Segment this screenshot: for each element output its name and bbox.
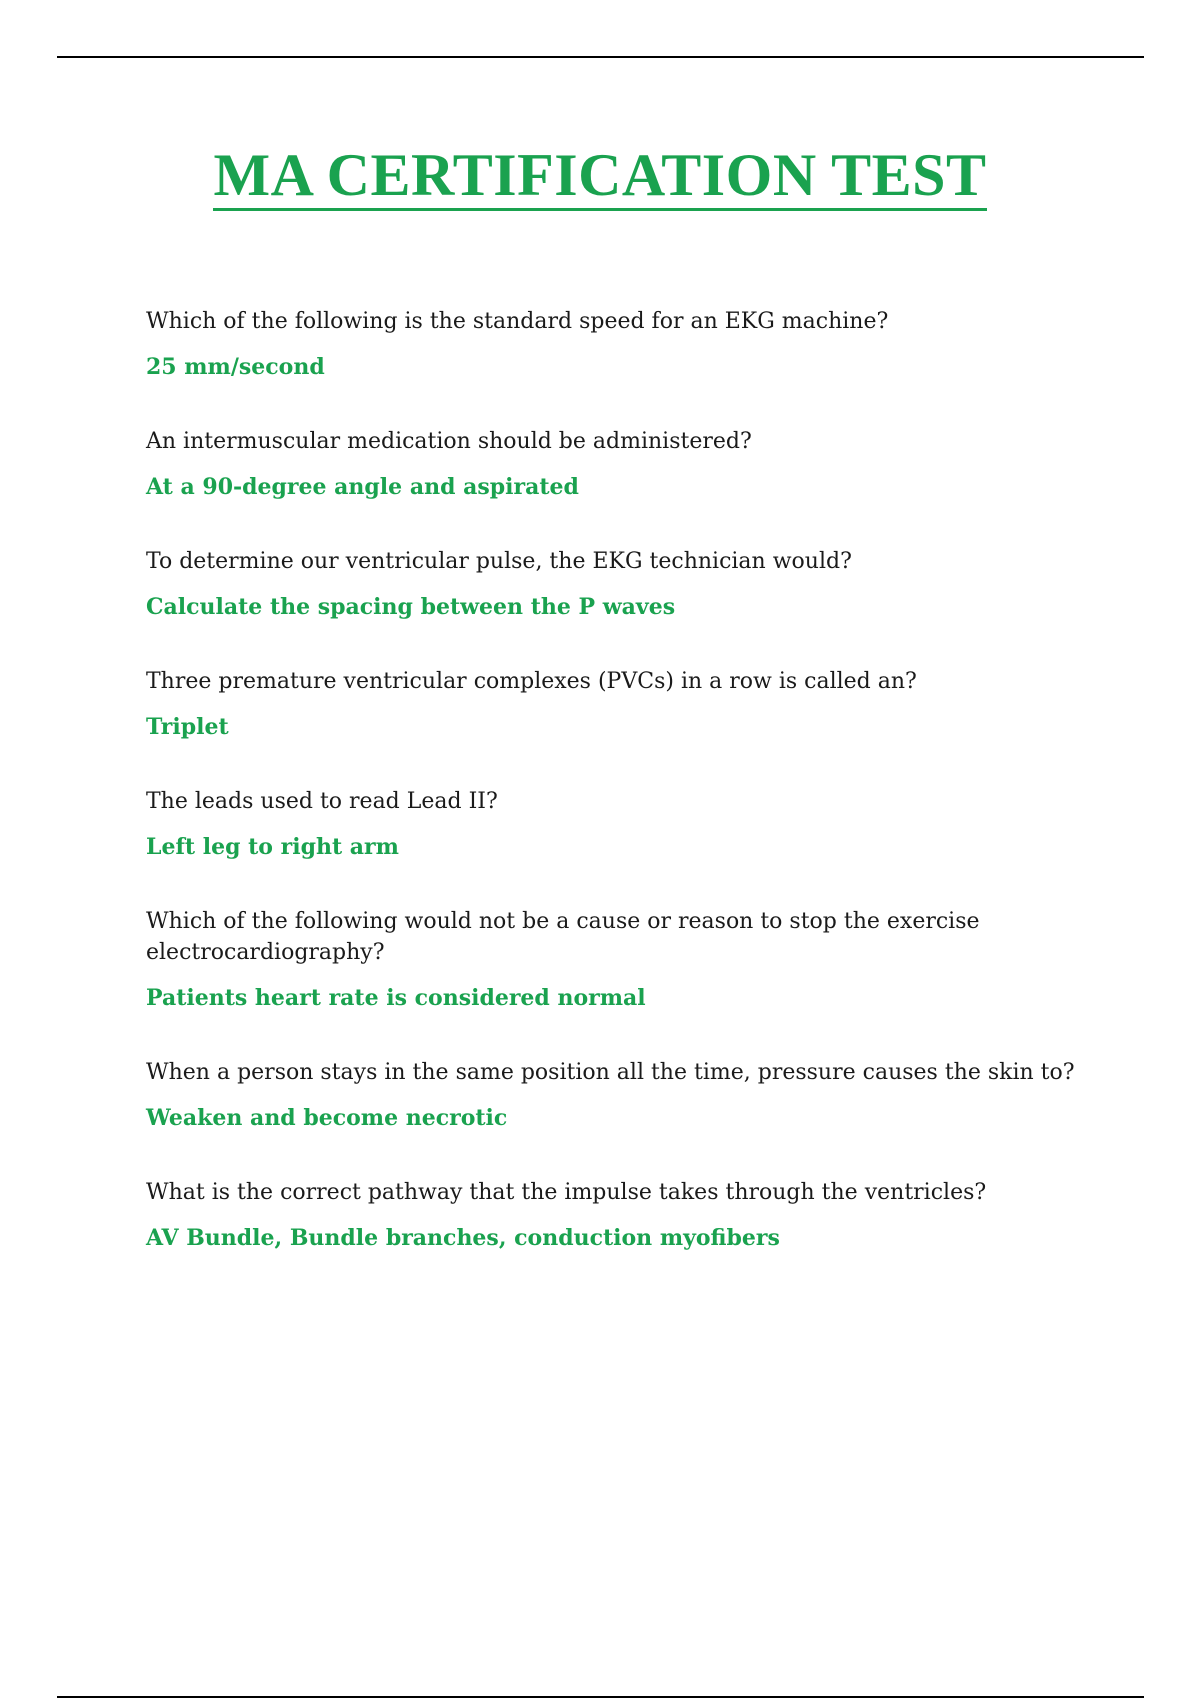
qa-item-1 xyxy=(146,306,1106,383)
question-text: To determine our ventricular pulse, the EKG technician would? xyxy=(146,549,852,574)
page-title: MA CERTIFICATION TEST xyxy=(213,142,986,211)
answer-text: Triplet xyxy=(146,714,229,740)
question-text: Which of the following would not be a cause or reason to stop the exercise electrocardiography? xyxy=(146,909,980,965)
qa-item-6 xyxy=(146,906,1106,1014)
question-text: What is the correct pathway that the impulse takes through the ventricles? xyxy=(146,1180,987,1205)
qa-item-5 xyxy=(146,786,1106,863)
qa-item-3 xyxy=(146,546,1106,623)
title-block xyxy=(0,142,1200,211)
answer-text: Patients heart rate is considered normal xyxy=(146,985,646,1011)
question-text: Which of the following is the standard speed for an EKG machine? xyxy=(146,309,889,334)
qa-item-8 xyxy=(146,1177,1106,1254)
footer-rule xyxy=(57,1696,1144,1698)
question-list xyxy=(146,306,1106,1297)
question-text: An intermuscular medication should be administered? xyxy=(146,429,752,454)
qa-item-2 xyxy=(146,426,1106,503)
question-text: Three premature ventricular complexes (PVCs) in a row is called an? xyxy=(146,669,917,694)
question-text: When a person stays in the same position all the time, pressure causes the skin to? xyxy=(146,1060,1075,1085)
question-text: The leads used to read Lead II? xyxy=(146,789,498,814)
answer-text: Weaken and become necrotic xyxy=(146,1105,508,1131)
answer-text: AV Bundle, Bundle branches, conduction myofibers xyxy=(146,1225,780,1251)
qa-item-7 xyxy=(146,1057,1106,1134)
answer-text: Left leg to right arm xyxy=(146,834,399,860)
answer-text: 25 mm/second xyxy=(146,354,325,380)
header-rule xyxy=(57,56,1144,58)
qa-item-4 xyxy=(146,666,1106,743)
answer-text: Calculate the spacing between the P waves xyxy=(146,594,676,620)
answer-text: At a 90-degree angle and aspirated xyxy=(146,474,579,500)
